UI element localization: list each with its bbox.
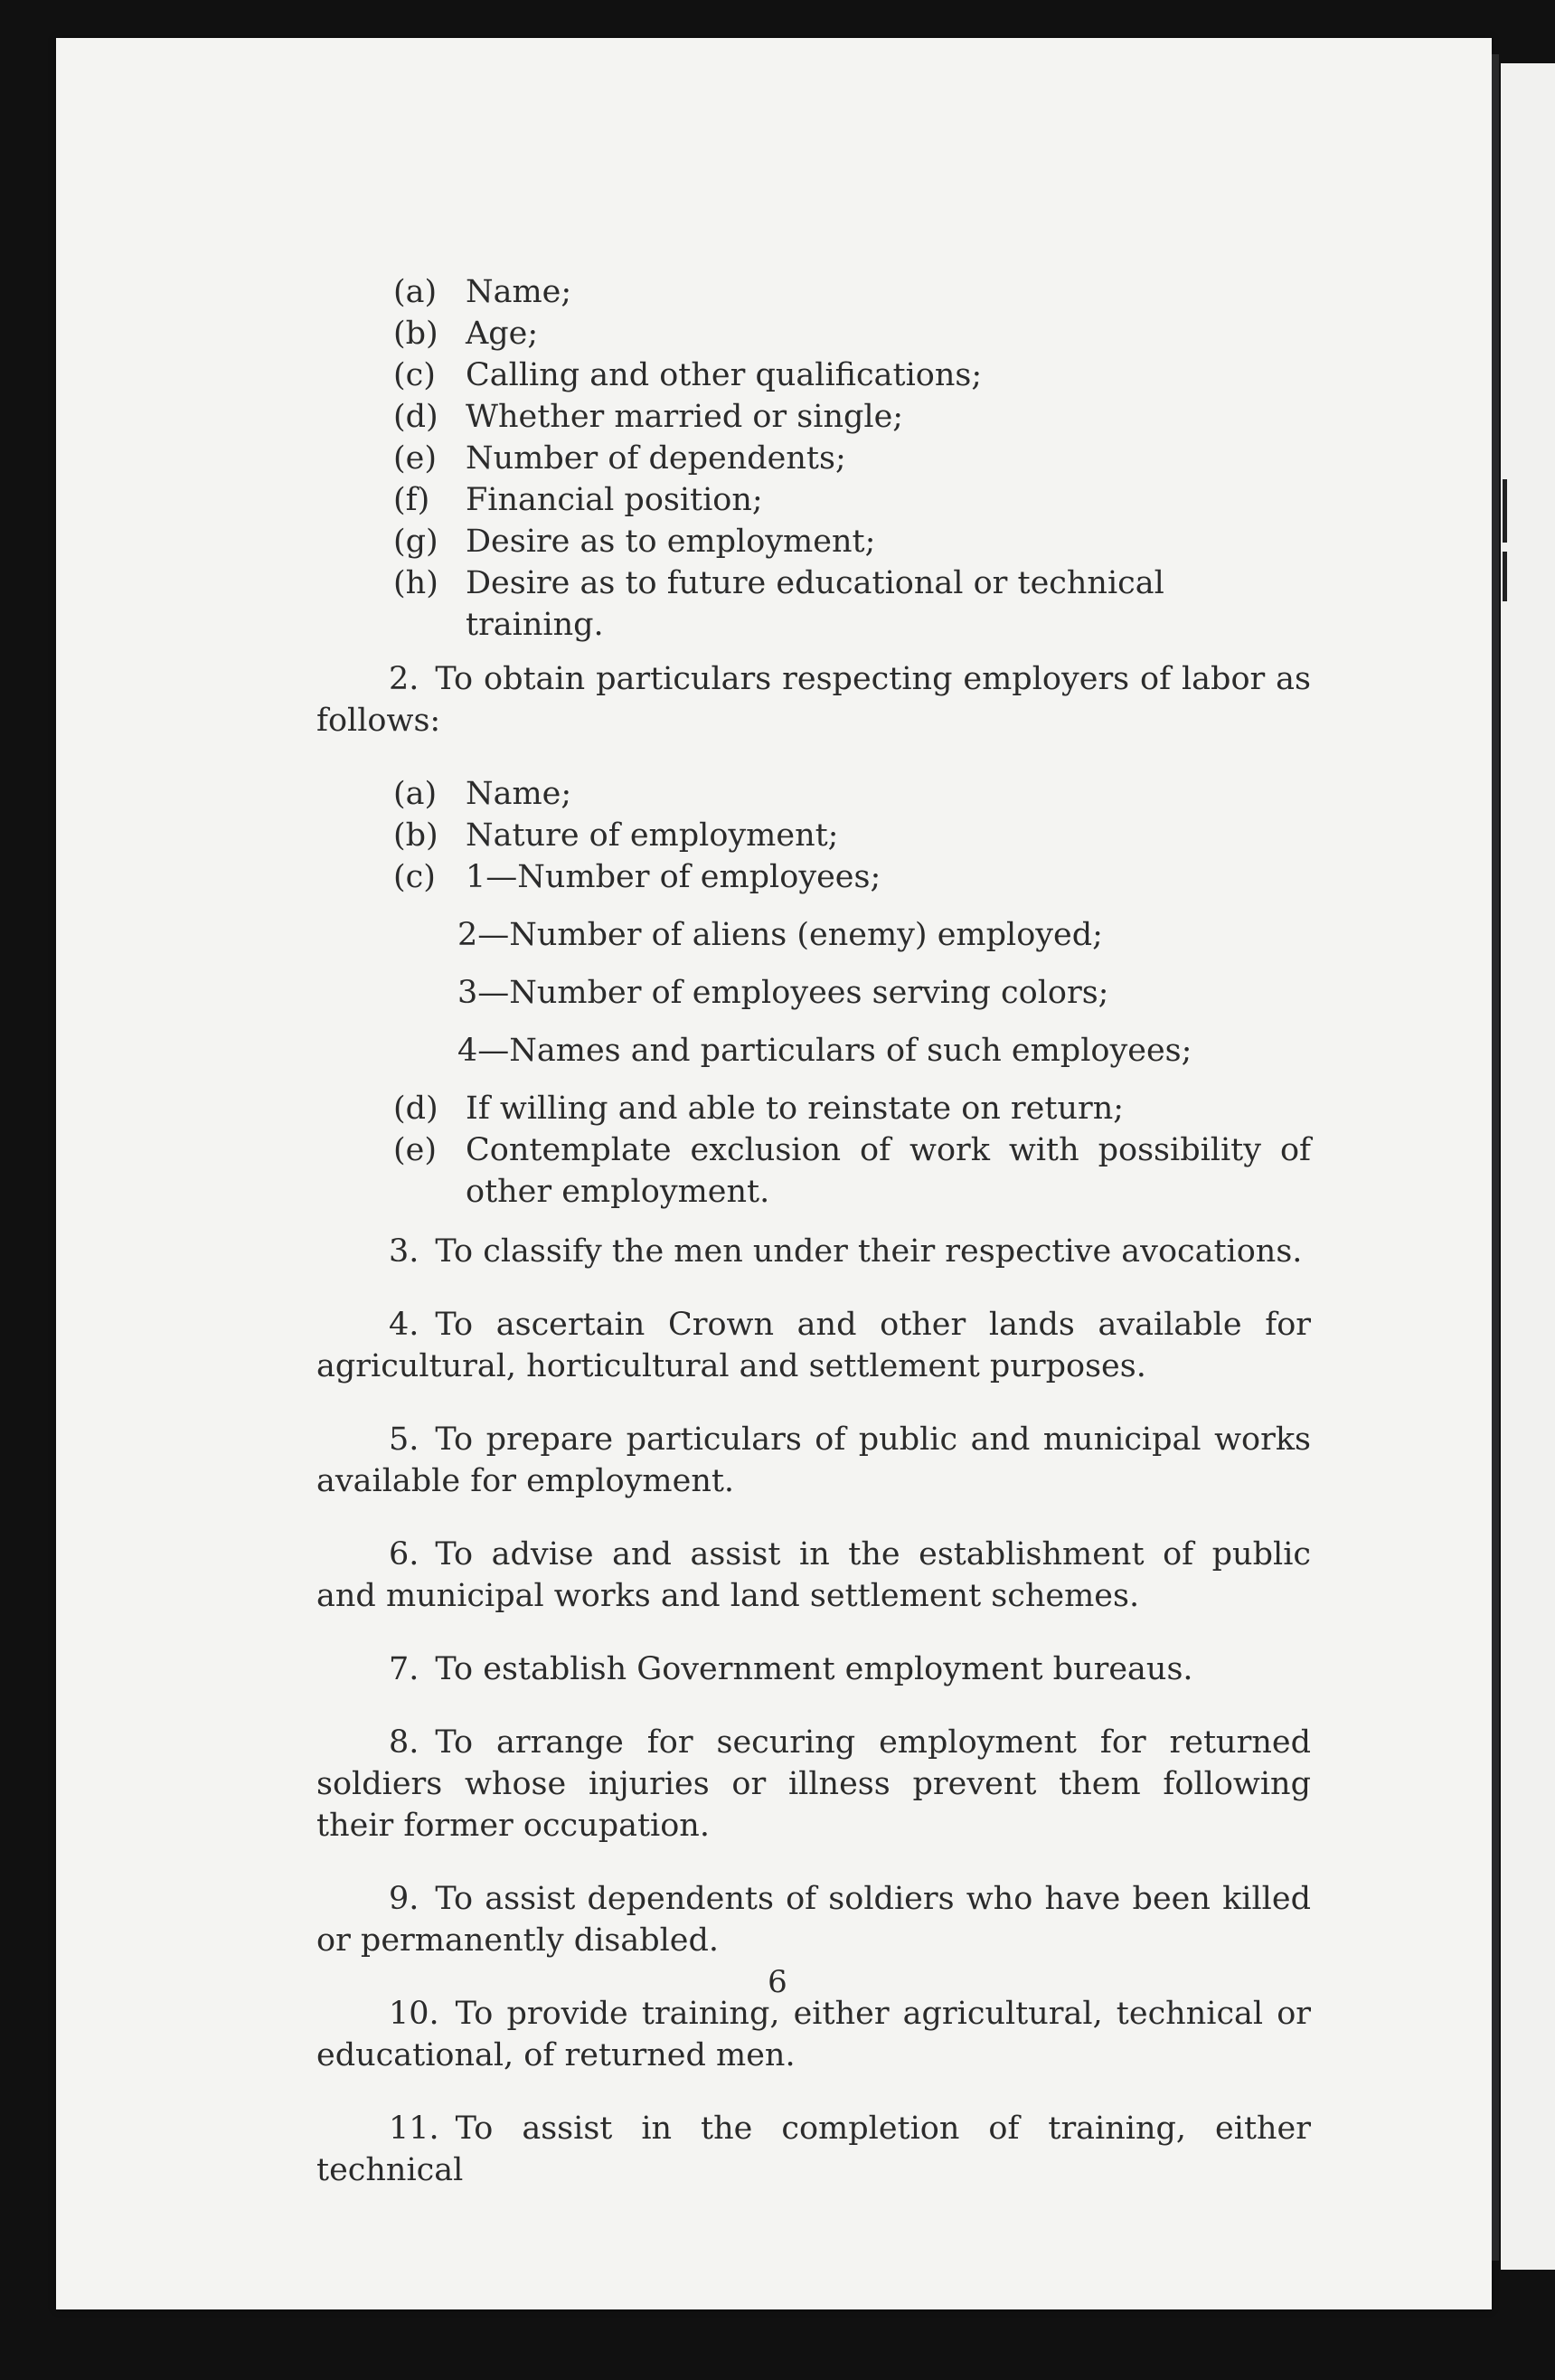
paragraph-number: 10.	[389, 1996, 439, 2032]
item-text: Age;	[466, 316, 539, 352]
paragraph-text: To arrange for securing employment for returned soldiers whose injuries or illness prevent them following their former occupation.	[316, 1724, 1311, 1844]
paragraph	[316, 1304, 1311, 1387]
item-text: Number of dependents;	[466, 440, 846, 477]
paragraph-text: To classify the men under their respective avocations.	[435, 1233, 1303, 1270]
list-item	[316, 1129, 1311, 1213]
paragraph	[316, 1231, 1311, 1272]
item-text: Name;	[466, 274, 572, 310]
list-item	[316, 396, 1311, 438]
binding-mark	[1503, 479, 1507, 543]
paragraph-number: 9.	[389, 1881, 419, 1917]
item-label: (b)	[393, 316, 438, 352]
item-text: Contemplate exclusion of work with possibility of other employment.	[466, 1132, 1311, 1210]
sub-list-item: 4—Names and particulars of such employees;	[457, 1033, 1192, 1069]
list-item	[316, 271, 1311, 313]
item-label: (b)	[393, 817, 438, 854]
page-number: 6	[768, 1964, 787, 2000]
paragraph	[316, 2108, 1311, 2191]
paragraph-number: 11.	[389, 2111, 439, 2147]
list-item	[316, 562, 1311, 646]
paragraph	[316, 1722, 1311, 1846]
item-text: If willing and able to reinstate on return;	[466, 1091, 1125, 1127]
list-item	[316, 479, 1311, 521]
item-label: (c)	[393, 357, 436, 393]
list-item	[316, 773, 1311, 815]
list-item	[316, 354, 1311, 396]
item-text: Desire as to future educational or technical training.	[466, 565, 1164, 643]
list-item	[316, 815, 1311, 856]
item-label: (h)	[393, 565, 438, 601]
item-text: Whether married or single;	[466, 399, 904, 435]
item-label: (c)	[393, 859, 436, 895]
list-personal-particulars	[316, 271, 1311, 646]
paragraph-text: To advise and assist in the establishment of public and municipal works and land settlement schemes.	[316, 1536, 1311, 1614]
paragraph-number: 4.	[389, 1307, 419, 1343]
item-label: (f)	[393, 482, 430, 518]
item-label: (e)	[393, 1132, 438, 1168]
document-text	[316, 271, 1311, 2223]
item-text: Calling and other qualifications;	[466, 357, 983, 393]
list-employer-particulars	[316, 773, 1311, 1213]
paragraph-number: 2.	[389, 661, 419, 697]
item-text: Nature of employment;	[466, 817, 839, 854]
list-item	[316, 1088, 1311, 1129]
paragraph	[316, 1419, 1311, 1502]
paragraph-number: 5.	[389, 1421, 419, 1458]
list-item	[316, 313, 1311, 354]
item-text: Name;	[466, 776, 572, 812]
item-label: (d)	[393, 399, 438, 435]
item-label: (e)	[393, 440, 438, 477]
paragraph-number: 6.	[389, 1536, 419, 1572]
paragraph-2	[316, 658, 1311, 741]
paragraph-number: 8.	[389, 1724, 419, 1761]
list-item	[316, 438, 1311, 479]
page-edge	[1492, 54, 1499, 2261]
paragraph	[316, 1993, 1311, 2076]
list-item	[316, 856, 1311, 898]
paragraph-text: To provide training, either agricultural, technical or educational, of returned men.	[316, 1996, 1311, 2073]
list-item	[316, 521, 1311, 562]
item-label: (g)	[393, 524, 438, 560]
paragraph	[316, 1878, 1311, 1961]
adjacent-page-edge	[1501, 63, 1555, 2270]
item-label: (a)	[393, 776, 438, 812]
paragraph-text: To establish Government employment bureaus.	[435, 1651, 1193, 1687]
paragraph-text: To assist in the completion of training, either technical	[316, 2111, 1311, 2188]
sub-list-item: 2—Number of aliens (enemy) employed;	[457, 917, 1103, 953]
binding-mark	[1503, 552, 1507, 601]
paragraph	[316, 1648, 1311, 1690]
item-label: (d)	[393, 1091, 438, 1127]
item-text: Financial position;	[466, 482, 763, 518]
item-text: 1—Number of employees;	[466, 859, 881, 895]
paragraph-text: To prepare particulars of public and municipal works available for employment.	[316, 1421, 1311, 1499]
paragraph	[316, 1534, 1311, 1617]
paragraph-text: To ascertain Crown and other lands available for agricultural, horticultural and settlement purposes.	[316, 1307, 1311, 1384]
paragraph-number: 3.	[389, 1233, 419, 1270]
item-text: Desire as to employment;	[466, 524, 876, 560]
paragraph-text: To obtain particulars respecting employers of labor as follows:	[316, 661, 1311, 739]
sub-list-item: 3—Number of employees serving colors;	[457, 975, 1109, 1011]
item-label: (a)	[393, 274, 438, 310]
paragraph-number: 7.	[389, 1651, 419, 1687]
paragraph-text: To assist dependents of soldiers who have been killed or permanently disabled.	[316, 1881, 1311, 1959]
